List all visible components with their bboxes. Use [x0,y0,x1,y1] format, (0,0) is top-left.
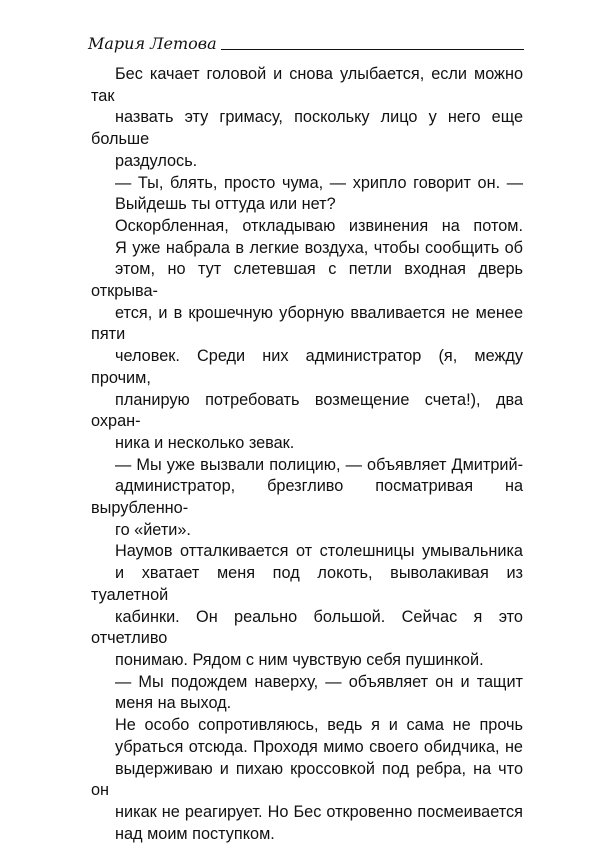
text-line: этом, но тут слетевшая с петли входная дверь открыва- [91,260,523,301]
text-line: раздулось. [115,151,198,170]
text-line: Выйдешь ты оттуда или нет? [115,195,336,214]
text-line: над моим поступком. [115,824,275,843]
text-line: человек. Среди них администратор (я, между прочим, [91,347,523,387]
paragraph [91,455,523,542]
text-line: ника и несколько зевак. [115,433,295,452]
text-line: Я уже набрала в легкие воздуха, чтобы сообщить об [115,238,523,257]
text-line: меня на выход. [115,694,232,713]
paragraph [91,216,523,455]
paragraph [91,715,523,845]
text-line: Бес качает головой и снова улыбается, если можно так [91,65,523,105]
body-text [91,64,523,845]
paragraph [91,64,523,173]
text-line: выдерживаю и пихаю кроссовкой под ребра, на что он [91,759,523,800]
header-rule [221,49,524,50]
text-line: понимаю. Рядом с ним чувствую себя пушинкой. [115,650,484,669]
text-line: — Мы уже вызвали полицию, — объявляет Дмитрий- [115,455,523,474]
text-line: го «йети». [115,520,191,539]
text-line: — Ты, блять, просто чума, — хрипло говорит он. — [115,173,523,192]
text-line: ется, и в крошечную уборную вваливается не менее пяти [91,303,523,344]
text-line: планирую потребовать возмещение счета!), два охран- [91,390,523,431]
text-line: Наумов отталкивается от столешницы умывальника [115,542,523,561]
text-line: Не особо сопротивляюсь, ведь я и сама не прочь [115,716,523,735]
text-line: никак не реагирует. Но Бес откровенно посмеивается [115,802,523,821]
text-line: Оскорбленная, откладываю извинения на потом. [115,216,523,235]
paragraph [91,541,523,671]
text-line: администратор, брезгливо посматривая на вырубленно- [91,477,523,518]
text-line: и хватает меня под локоть, выволакивая из туалетной [91,564,523,604]
text-line: назвать эту гримасу, поскольку лицо у него еще больше [91,108,523,149]
text-line: убраться отсюда. Проходя мимо своего обидчика, не [115,737,523,756]
running-header [88,30,524,54]
text-line: — Мы подождем наверху, — объявляет он и тащит [115,672,523,691]
paragraph [91,672,523,715]
text-line: кабинки. Он реально большой. Сейчас я это отчетливо [91,607,523,648]
author-name: Мария Летова [88,34,217,53]
paragraph [91,173,523,216]
